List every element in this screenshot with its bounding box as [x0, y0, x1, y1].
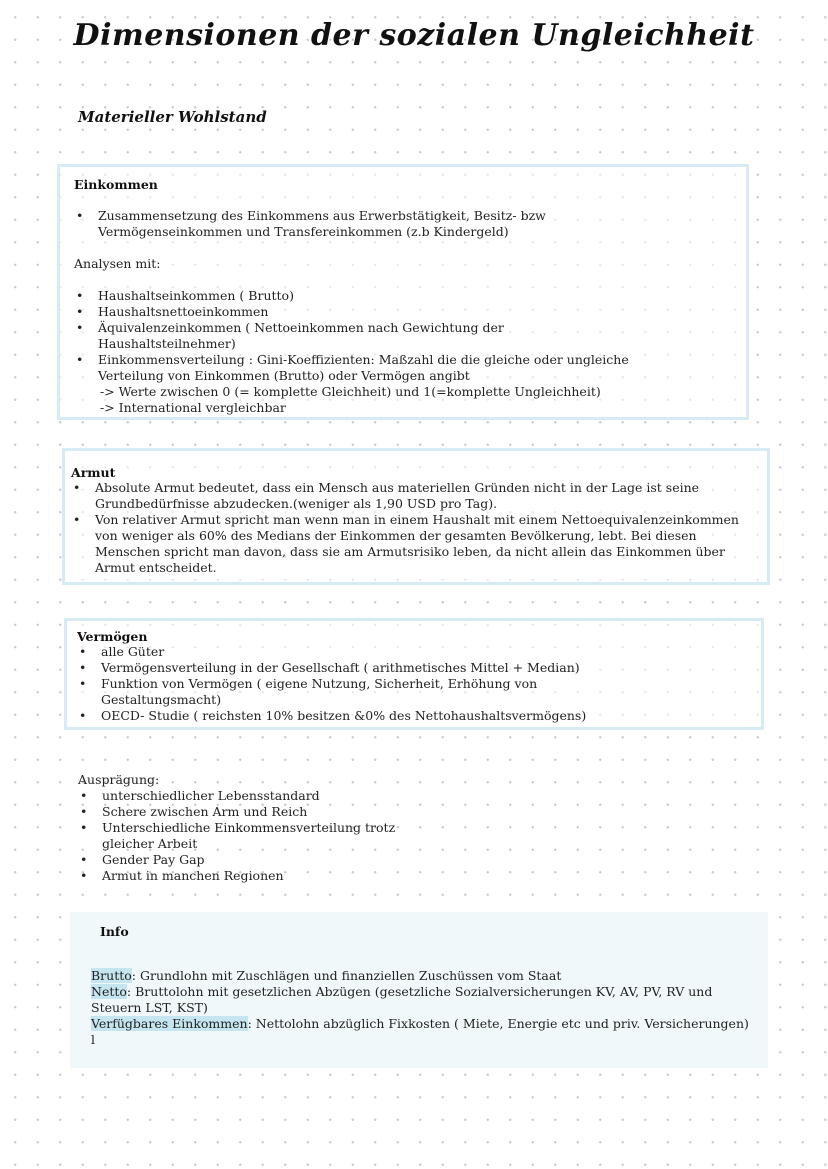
info-box	[70, 912, 768, 1068]
info-line-verfuegbar	[91, 1016, 751, 1048]
list-item: • Haushaltseinkommen ( Brutto)	[74, 288, 732, 304]
definition-verfuegbar: : Nettolohn abzüglich Fixkosten ( Miete, Energie etc und priv. Versicherungen) l	[91, 1016, 749, 1047]
section-subtitle: Materieller Wohlstand	[78, 108, 267, 126]
list-item: • alle Güter	[77, 644, 751, 660]
auspraegung-list	[78, 788, 478, 884]
armut-list	[71, 480, 763, 576]
info-line-netto	[91, 984, 751, 1016]
analysen-label: Analysen mit:	[74, 256, 161, 271]
list-item: • unterschiedlicher Lebensstandard	[78, 788, 478, 804]
list-item: • Haushaltsnettoeinkommen	[74, 304, 732, 320]
einkommen-box	[57, 164, 749, 420]
info-line-brutto	[91, 968, 751, 984]
auspraegung-section	[78, 772, 478, 884]
term-brutto: Brutto	[91, 968, 132, 983]
gini-sub-2: -> International vergleichbar	[100, 400, 286, 415]
list-item: • Absolute Armut bedeutet, dass ein Mensch aus materiellen Gründen nicht in der Lage ist seine Grundbedürfnisse abzudecken.(weniger als 1,90 USD pro Tag).	[71, 480, 745, 512]
term-verfuegbar: Verfügbares Einkommen	[91, 1016, 248, 1031]
term-netto: Netto	[91, 984, 127, 999]
vermoegen-heading: Vermögen	[77, 629, 148, 644]
auspraegung-label: Ausprägung:	[78, 772, 160, 787]
list-item: • Schere zwischen Arm und Reich	[78, 804, 478, 820]
definition-brutto: : Grundlohn mit Zuschlägen und finanziellen Zuschüssen vom Staat	[131, 968, 562, 983]
list-item: • Armut in manchen Regionen	[78, 868, 478, 884]
vermoegen-list	[77, 644, 751, 724]
page-title: Dimensionen der sozialen Ungleichheit	[73, 18, 755, 53]
einkommen-heading: Einkommen	[74, 177, 158, 192]
armut-heading: Armut	[71, 465, 116, 480]
einkommen-intro-list	[74, 208, 732, 240]
info-heading: Info	[100, 924, 129, 939]
list-item: • Vermögensverteilung in der Gesellschaft ( arithmetisches Mittel + Median)	[77, 660, 751, 676]
list-item: • Unterschiedliche Einkommensverteilung trotz gleicher Arbeit	[78, 820, 432, 852]
analysen-list	[74, 288, 732, 384]
definition-netto: : Bruttolohn mit gesetzlichen Abzügen (gesetzliche Sozialversicherungen KV, AV, PV, RV und Steuern LST, KST)	[91, 984, 713, 1015]
list-item: • Einkommensverteilung : Gini-Koeffizienten: Maßzahl die die gleiche oder ungleiche Verteilung von Einkommen (Brutto) oder Vermögen angibt	[74, 352, 658, 384]
gini-sub-1: -> Werte zwischen 0 (= komplette Gleichheit) und 1(=komplette Ungleichheit)	[100, 384, 601, 399]
list-item: • OECD- Studie ( reichsten 10% besitzen &0% des Nettohaushaltsvermögens)	[77, 708, 751, 724]
list-item: • Äquivalenzeinkommen ( Nettoeinkommen nach Gewichtung der Haushaltsteilnehmer)	[74, 320, 528, 352]
vermoegen-box	[64, 618, 764, 730]
list-item: • Funktion von Vermögen ( eigene Nutzung, Sicherheit, Erhöhung von Gestaltungsmacht)	[77, 676, 551, 708]
armut-box	[62, 448, 770, 585]
list-item: • Zusammensetzung des Einkommens aus Erwerbstätigkeit, Besitz- bzw Vermögenseinkommen und Transfereinkommen (z.b Kindergeld)	[74, 208, 568, 240]
list-item: • Von relativer Armut spricht man wenn man in einem Haushalt mit einem Nettoequivalenzeinkommen von weniger als 60% des Medians der Einkommen der gesamten Bevölkerung, lebt. Bei diesen Menschen spricht man davon, dass sie am Armutsrisiko leben, da nicht allein das Einkommen über Armut entscheidet.	[71, 512, 763, 576]
list-item: • Gender Pay Gap	[78, 852, 478, 868]
